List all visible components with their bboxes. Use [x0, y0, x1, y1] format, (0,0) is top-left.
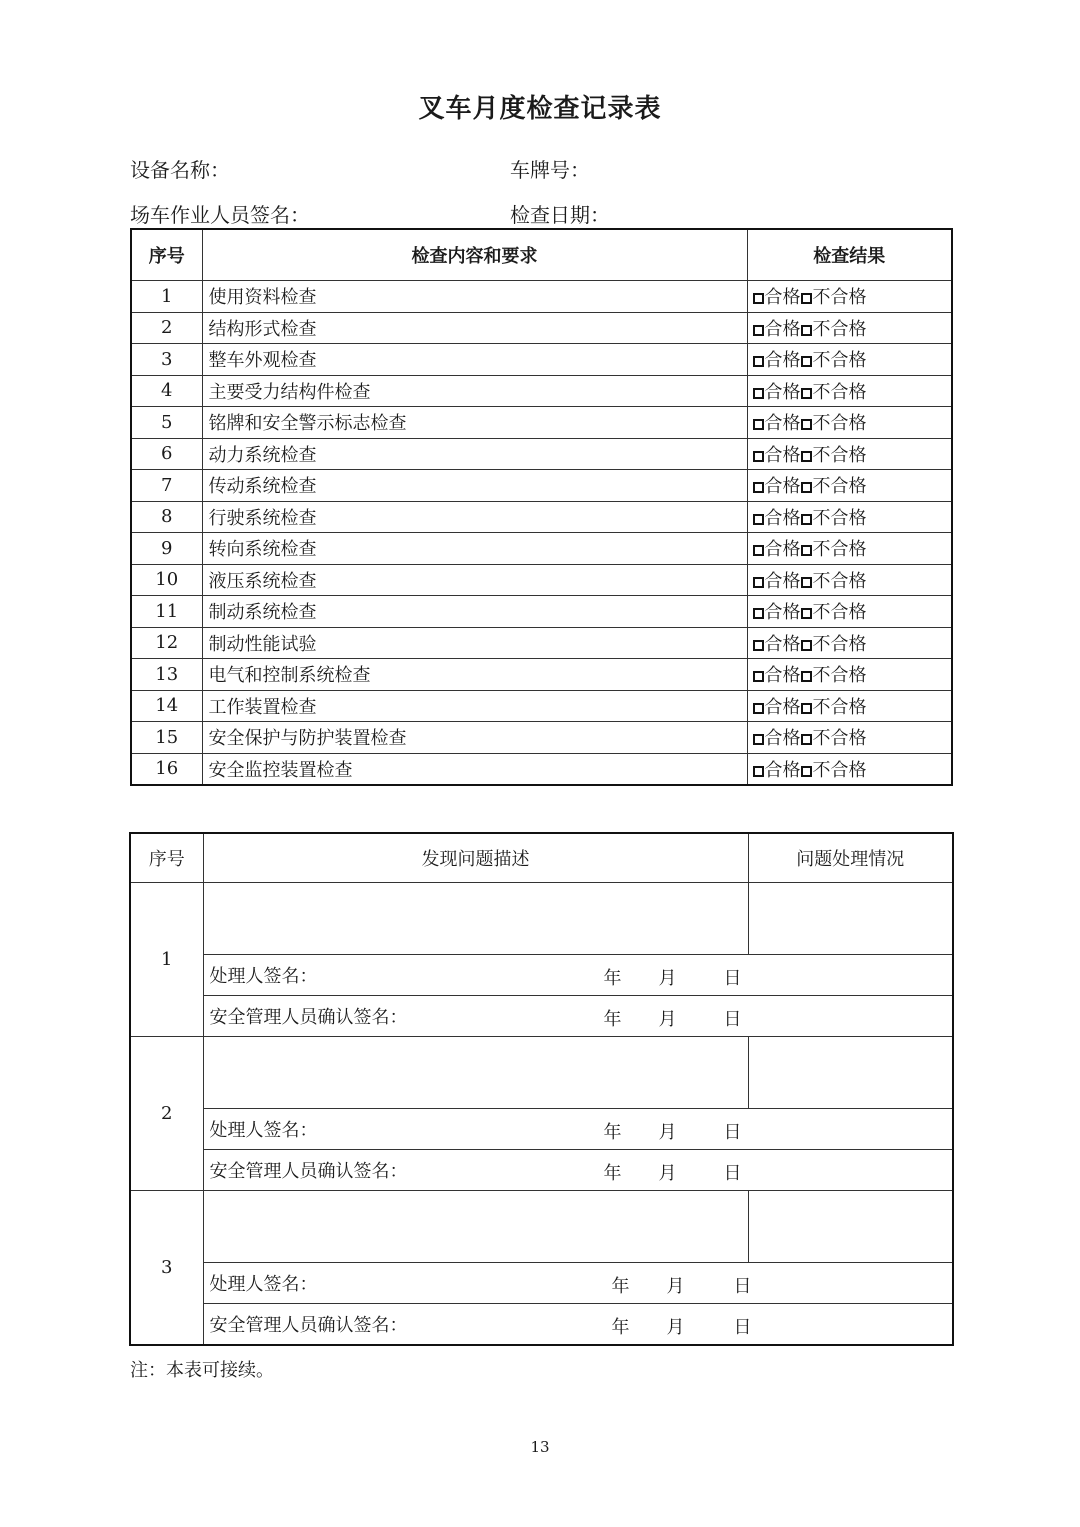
result-options — [747, 753, 952, 785]
manager-signature-cell[interactable] — [203, 1304, 953, 1346]
fail-label: 不合格 — [812, 507, 867, 529]
manager-signature-row — [130, 1304, 953, 1346]
pass-label: 合格 — [764, 381, 801, 403]
year-label: 年 — [603, 968, 622, 989]
pass-checkbox[interactable] — [753, 545, 764, 556]
inspection-item: 动力系统检查 — [202, 438, 747, 470]
header-result: 检查结果 — [747, 229, 952, 281]
result-options — [747, 470, 952, 502]
inspection-item: 行驶系统检查 — [202, 501, 747, 533]
manager-signature-label: 安全管理人员确认签名： — [209, 1161, 408, 1182]
fail-label: 不合格 — [812, 570, 867, 592]
issue-handling-cell[interactable] — [748, 1037, 953, 1109]
checklist-row — [131, 659, 952, 691]
fail-label: 不合格 — [812, 350, 867, 372]
day-label: 日 — [733, 1276, 752, 1297]
fail-checkbox[interactable] — [801, 388, 812, 399]
issue-description-cell[interactable] — [203, 1191, 748, 1263]
result-options — [747, 533, 952, 565]
fail-label: 不合格 — [812, 759, 867, 781]
row-number: 8 — [131, 501, 202, 533]
month-label: 月 — [666, 1276, 685, 1297]
pass-checkbox[interactable] — [753, 766, 764, 777]
result-options — [747, 659, 952, 691]
plate-number-label: 车牌号： — [510, 158, 590, 182]
fail-label: 不合格 — [812, 318, 867, 340]
fail-label: 不合格 — [812, 413, 867, 435]
operator-signature-label: 场车作业人员签名： — [130, 203, 310, 227]
pass-checkbox[interactable] — [753, 356, 764, 367]
fail-label: 不合格 — [812, 602, 867, 624]
inspection-item: 工作装置检查 — [202, 690, 747, 722]
month-label: 月 — [666, 1317, 685, 1338]
day-label: 日 — [723, 1163, 742, 1184]
year-label: 年 — [603, 1122, 622, 1143]
pass-label: 合格 — [764, 507, 801, 529]
fail-checkbox[interactable] — [801, 577, 812, 588]
handler-signature-cell[interactable] — [203, 1263, 953, 1304]
row-number: 6 — [131, 438, 202, 470]
result-options — [747, 375, 952, 407]
pass-checkbox[interactable] — [753, 388, 764, 399]
day-label: 日 — [733, 1317, 752, 1338]
checklist-row — [131, 470, 952, 502]
row-number: 3 — [131, 344, 202, 376]
pass-checkbox[interactable] — [753, 514, 764, 525]
checklist-row — [131, 438, 952, 470]
issue-entry-row — [130, 883, 953, 955]
issue-number: 2 — [130, 1037, 203, 1191]
handler-signature-row — [130, 955, 953, 996]
pass-checkbox[interactable] — [753, 640, 764, 651]
pass-label: 合格 — [764, 696, 801, 718]
row-number: 1 — [131, 281, 202, 313]
pass-label: 合格 — [764, 665, 801, 687]
checklist-row — [131, 596, 952, 628]
table-note: 注：本表可接续。 — [130, 1360, 274, 1381]
fail-checkbox[interactable] — [801, 356, 812, 367]
header-content: 检查内容和要求 — [202, 229, 747, 281]
equipment-name-label: 设备名称： — [130, 158, 230, 182]
fail-checkbox[interactable] — [801, 514, 812, 525]
row-number: 9 — [131, 533, 202, 565]
year-label: 年 — [603, 1163, 622, 1184]
pass-label: 合格 — [764, 539, 801, 561]
checklist-row — [131, 501, 952, 533]
day-label: 日 — [723, 1009, 742, 1030]
month-label: 月 — [658, 1163, 677, 1184]
issue-entry-row — [130, 1191, 953, 1263]
year-label: 年 — [611, 1276, 630, 1297]
fail-label: 不合格 — [812, 728, 867, 750]
result-options — [747, 722, 952, 754]
pass-checkbox[interactable] — [753, 451, 764, 462]
pass-label: 合格 — [764, 287, 801, 309]
result-options — [747, 407, 952, 439]
pass-label: 合格 — [764, 759, 801, 781]
fail-checkbox[interactable] — [801, 419, 812, 430]
handler-signature-label: 处理人签名： — [209, 1274, 318, 1295]
result-options — [747, 501, 952, 533]
result-options — [747, 690, 952, 722]
handler-signature-row — [130, 1109, 953, 1150]
fail-checkbox[interactable] — [801, 766, 812, 777]
year-label: 年 — [603, 1009, 622, 1030]
handler-signature-label: 处理人签名： — [209, 966, 318, 987]
row-number: 5 — [131, 407, 202, 439]
result-options — [747, 438, 952, 470]
pass-checkbox[interactable] — [753, 293, 764, 304]
pass-checkbox[interactable] — [753, 703, 764, 714]
issue-description-cell[interactable] — [203, 1037, 748, 1109]
fail-checkbox[interactable] — [801, 545, 812, 556]
handler-signature-cell[interactable] — [203, 1109, 953, 1150]
month-label: 月 — [658, 968, 677, 989]
row-number: 12 — [131, 627, 202, 659]
result-options — [747, 564, 952, 596]
fail-checkbox[interactable] — [801, 293, 812, 304]
inspection-item: 主要受力结构件检查 — [202, 375, 747, 407]
issue-handling-cell[interactable] — [748, 883, 953, 955]
fail-label: 不合格 — [812, 696, 867, 718]
row-number: 10 — [131, 564, 202, 596]
inspection-item: 电气和控制系统检查 — [202, 659, 747, 691]
issue-header-description: 发现问题描述 — [203, 833, 748, 883]
fail-checkbox[interactable] — [801, 734, 812, 745]
issue-header-no: 序号 — [130, 833, 203, 883]
checklist-row — [131, 722, 952, 754]
pass-label: 合格 — [764, 602, 801, 624]
checklist-row — [131, 312, 952, 344]
fail-label: 不合格 — [812, 665, 867, 687]
issue-handling-cell[interactable] — [748, 1191, 953, 1263]
fail-label: 不合格 — [812, 381, 867, 403]
checklist-row — [131, 281, 952, 313]
issue-record-table — [129, 832, 954, 1346]
issue-header-row — [130, 833, 953, 883]
row-number: 4 — [131, 375, 202, 407]
fail-label: 不合格 — [812, 539, 867, 561]
fail-label: 不合格 — [812, 287, 867, 309]
row-number: 13 — [131, 659, 202, 691]
pass-label: 合格 — [764, 570, 801, 592]
pass-label: 合格 — [764, 728, 801, 750]
inspection-item: 使用资料检查 — [202, 281, 747, 313]
result-options — [747, 596, 952, 628]
pass-checkbox[interactable] — [753, 608, 764, 619]
pass-label: 合格 — [764, 350, 801, 372]
issue-number: 3 — [130, 1191, 203, 1346]
fail-checkbox[interactable] — [801, 671, 812, 682]
year-label: 年 — [611, 1317, 630, 1338]
month-label: 月 — [658, 1122, 677, 1143]
inspection-item: 铭牌和安全警示标志检查 — [202, 407, 747, 439]
pass-checkbox[interactable] — [753, 734, 764, 745]
manager-signature-row — [130, 996, 953, 1037]
pass-label: 合格 — [764, 318, 801, 340]
pass-label: 合格 — [764, 413, 801, 435]
manager-signature-row — [130, 1150, 953, 1191]
pass-checkbox[interactable] — [753, 419, 764, 430]
checklist-row — [131, 753, 952, 785]
issue-header-handling: 问题处理情况 — [748, 833, 953, 883]
pass-checkbox[interactable] — [753, 325, 764, 336]
checklist-row — [131, 533, 952, 565]
checklist-row — [131, 344, 952, 376]
manager-signature-label: 安全管理人员确认签名： — [209, 1007, 408, 1028]
checklist-row — [131, 690, 952, 722]
inspection-item: 安全保护与防护装置检查 — [202, 722, 747, 754]
inspection-item: 转向系统检查 — [202, 533, 747, 565]
fail-checkbox[interactable] — [801, 608, 812, 619]
row-number: 15 — [131, 722, 202, 754]
checklist-row — [131, 627, 952, 659]
inspection-item: 制动性能试验 — [202, 627, 747, 659]
row-number: 14 — [131, 690, 202, 722]
page-number: 13 — [530, 1438, 550, 1456]
inspection-date-label: 检查日期： — [510, 203, 610, 227]
fail-checkbox[interactable] — [801, 482, 812, 493]
row-number: 16 — [131, 753, 202, 785]
pass-label: 合格 — [764, 476, 801, 498]
pass-checkbox[interactable] — [753, 671, 764, 682]
pass-checkbox[interactable] — [753, 482, 764, 493]
row-number: 2 — [131, 312, 202, 344]
manager-signature-cell[interactable] — [203, 996, 953, 1037]
manager-signature-label: 安全管理人员确认签名： — [209, 1315, 408, 1336]
handler-signature-cell[interactable] — [203, 955, 953, 996]
pass-label: 合格 — [764, 633, 801, 655]
month-label: 月 — [658, 1009, 677, 1030]
pass-label: 合格 — [764, 444, 801, 466]
inspection-item: 传动系统检查 — [202, 470, 747, 502]
row-number: 11 — [131, 596, 202, 628]
fail-label: 不合格 — [812, 633, 867, 655]
day-label: 日 — [723, 968, 742, 989]
inspection-item: 安全监控装置检查 — [202, 753, 747, 785]
row-number: 7 — [131, 470, 202, 502]
handler-signature-label: 处理人签名： — [209, 1120, 318, 1141]
inspection-item: 整车外观检查 — [202, 344, 747, 376]
handler-signature-row — [130, 1263, 953, 1304]
inspection-item: 结构形式检查 — [202, 312, 747, 344]
manager-signature-cell[interactable] — [203, 1150, 953, 1191]
checklist-row — [131, 407, 952, 439]
fail-checkbox[interactable] — [801, 640, 812, 651]
issue-number: 1 — [130, 883, 203, 1037]
result-options — [747, 281, 952, 313]
fail-checkbox[interactable] — [801, 451, 812, 462]
result-options — [747, 627, 952, 659]
pass-checkbox[interactable] — [753, 577, 764, 588]
fail-label: 不合格 — [812, 444, 867, 466]
checklist-header-row — [131, 229, 952, 281]
fail-checkbox[interactable] — [801, 703, 812, 714]
checklist-row — [131, 375, 952, 407]
fail-checkbox[interactable] — [801, 325, 812, 336]
result-options — [747, 344, 952, 376]
inspection-checklist-table — [130, 228, 953, 786]
result-options — [747, 312, 952, 344]
issue-entry-row — [130, 1037, 953, 1109]
issue-description-cell[interactable] — [203, 883, 748, 955]
header-no: 序号 — [131, 229, 202, 281]
fail-label: 不合格 — [812, 476, 867, 498]
page-title: 叉车月度检查记录表 — [418, 94, 662, 124]
checklist-row — [131, 564, 952, 596]
inspection-item: 液压系统检查 — [202, 564, 747, 596]
inspection-item: 制动系统检查 — [202, 596, 747, 628]
day-label: 日 — [723, 1122, 742, 1143]
